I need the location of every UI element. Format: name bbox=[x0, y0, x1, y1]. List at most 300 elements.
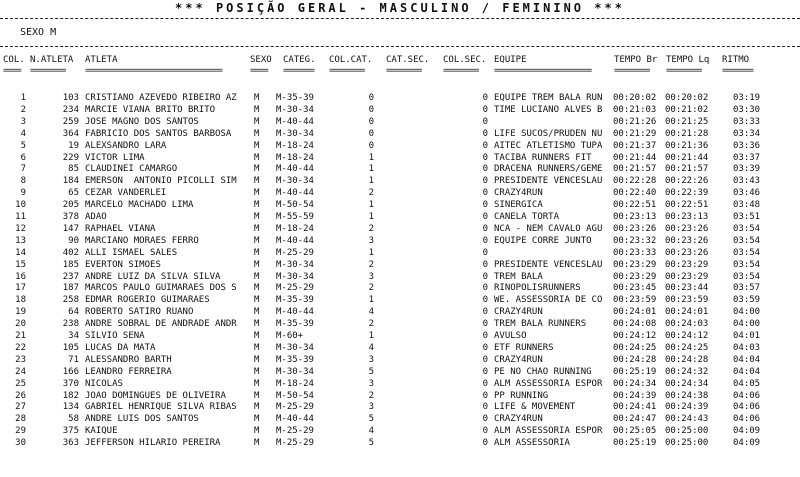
table-row bbox=[0, 224, 800, 235]
gross-time-cell: 00:21:57 bbox=[613, 164, 657, 175]
underline-col-cat: ======== bbox=[329, 66, 365, 76]
category-position-cell: 5 bbox=[368, 438, 374, 449]
header-col: COL. bbox=[3, 55, 25, 65]
category-cell: M-50-54 bbox=[276, 200, 314, 211]
table-row bbox=[0, 248, 800, 259]
pace-cell: 04:00 bbox=[733, 319, 761, 330]
section-position-cell: 0 bbox=[482, 140, 488, 151]
category-position-cell: 1 bbox=[368, 200, 374, 211]
section-position-cell: 0 bbox=[482, 283, 488, 294]
table-row bbox=[0, 295, 800, 306]
team-cell: AITEC ATLETISMO TUPÃ bbox=[494, 140, 603, 151]
sex-cell: M bbox=[254, 378, 260, 389]
pace-cell: 03:54 bbox=[733, 259, 761, 270]
category-cell: M-18-24 bbox=[276, 223, 314, 234]
gross-time-cell: 00:24:08 bbox=[613, 319, 657, 330]
section-position-cell: 0 bbox=[482, 176, 488, 187]
category-position-cell: 5 bbox=[368, 414, 374, 425]
pace-cell: 04:09 bbox=[733, 438, 761, 449]
athlete-name-cell: JEFFERSON HILARIO PEREIRA bbox=[85, 438, 221, 449]
category-cell: M-35-39 bbox=[276, 295, 314, 306]
net-time-cell: 00:24:34 bbox=[665, 378, 709, 389]
athlete-number-cell: 378 bbox=[62, 212, 79, 222]
sex-cell: M bbox=[254, 176, 260, 187]
category-position-cell: 2 bbox=[368, 319, 374, 330]
sex-cell: M bbox=[254, 152, 260, 163]
rank-cell: 27 bbox=[15, 402, 26, 413]
team-cell: TREM BALA RUNNERS bbox=[494, 319, 587, 330]
category-cell: M-40-44 bbox=[276, 116, 314, 127]
net-time-cell: 00:20:02 bbox=[665, 93, 709, 103]
team-cell: CRAZY4RUN bbox=[494, 188, 543, 199]
sex-cell: M bbox=[254, 354, 260, 365]
rank-cell: 25 bbox=[15, 378, 26, 389]
pace-cell: 03:54 bbox=[733, 247, 761, 258]
athlete-name-cell: MARCOS PAULO GUIMARÃES DOS S bbox=[85, 283, 237, 294]
section-position-cell: 0 bbox=[482, 212, 488, 222]
table-row bbox=[0, 379, 800, 390]
net-time-cell: 00:24:39 bbox=[665, 402, 709, 413]
team-cell: RINOPOLISRUNNERS bbox=[494, 283, 581, 294]
net-time-cell: 00:22:26 bbox=[665, 176, 709, 187]
team-cell: NCA - NEM CAVALO AGU bbox=[494, 223, 603, 234]
sex-cell: M bbox=[254, 140, 260, 151]
team-cell: DRACENA RUNNERS/GÊME bbox=[494, 164, 603, 175]
athlete-number-cell: 402 bbox=[62, 247, 79, 258]
group-separator bbox=[0, 46, 800, 47]
underline-col: ==== bbox=[3, 66, 21, 76]
sex-cell: M bbox=[254, 104, 260, 115]
team-cell: PRESIDENTE VENCESLAU bbox=[494, 259, 603, 270]
rank-cell: 24 bbox=[15, 366, 26, 377]
rank-cell: 22 bbox=[15, 342, 26, 353]
pace-cell: 04:05 bbox=[733, 378, 761, 389]
table-row bbox=[0, 355, 800, 366]
sex-cell: M bbox=[254, 402, 260, 413]
category-cell: M-40-44 bbox=[276, 188, 314, 199]
report-title: *** POSIÇÃO GERAL - MASCULINO / FEMININO *** bbox=[175, 1, 625, 15]
gross-time-cell: 00:23:59 bbox=[613, 295, 657, 306]
sex-group-label: SEXO M bbox=[20, 27, 57, 38]
category-cell: M-40-44 bbox=[276, 307, 314, 318]
athlete-name-cell: KAIQUE bbox=[85, 426, 118, 437]
athlete-number-cell: 363 bbox=[62, 438, 79, 449]
top-separator bbox=[0, 18, 800, 19]
sex-cell: M bbox=[254, 342, 260, 353]
rank-cell: 5 bbox=[20, 140, 26, 151]
category-cell: M-35-39 bbox=[276, 354, 314, 365]
pace-cell: 03:39 bbox=[733, 164, 761, 175]
category-cell: M-18-24 bbox=[276, 152, 314, 163]
sex-cell: M bbox=[254, 235, 260, 246]
net-time-cell: 00:21:02 bbox=[665, 104, 709, 115]
athlete-name-cell: CRISTIANO AZEVEDO RIBEIRO AZ bbox=[85, 93, 237, 103]
pace-cell: 03:46 bbox=[733, 188, 761, 199]
gross-time-cell: 00:21:03 bbox=[613, 104, 657, 115]
category-cell: M-40-44 bbox=[276, 164, 314, 175]
category-cell: M-35-39 bbox=[276, 93, 314, 103]
net-time-cell: 00:25:00 bbox=[665, 426, 709, 437]
sex-cell: M bbox=[254, 414, 260, 425]
athlete-name-cell: SILVIO SENA bbox=[85, 331, 145, 341]
team-cell: ALM ASSESSORIA bbox=[494, 438, 570, 449]
athlete-number-cell: 182 bbox=[62, 390, 79, 401]
pace-cell: 04:03 bbox=[733, 342, 761, 353]
gross-time-cell: 00:25:19 bbox=[613, 366, 657, 377]
pace-cell: 04:04 bbox=[733, 366, 761, 377]
pace-cell: 03:19 bbox=[733, 93, 761, 103]
net-time-cell: 00:25:00 bbox=[665, 438, 709, 449]
team-cell: LIFE SUCOS/PRUDEN NU bbox=[494, 128, 603, 139]
rank-cell: 15 bbox=[15, 259, 26, 270]
category-cell: M-55-59 bbox=[276, 212, 314, 222]
gross-time-cell: 00:24:12 bbox=[613, 331, 657, 341]
pace-cell: 04:06 bbox=[733, 390, 761, 401]
gross-time-cell: 00:24:47 bbox=[613, 414, 657, 425]
section-position-cell: 0 bbox=[482, 259, 488, 270]
athlete-name-cell: MARCELO MACHADO LIMA bbox=[85, 200, 194, 211]
table-row bbox=[0, 260, 800, 271]
category-position-cell: 3 bbox=[368, 402, 374, 413]
athlete-number-cell: 147 bbox=[62, 223, 79, 234]
table-row bbox=[0, 93, 800, 104]
net-time-cell: 00:24:25 bbox=[665, 342, 709, 353]
net-time-cell: 00:23:29 bbox=[665, 259, 709, 270]
net-time-cell: 00:24:12 bbox=[665, 331, 709, 341]
table-row bbox=[0, 307, 800, 318]
section-position-cell: 0 bbox=[482, 426, 488, 437]
athlete-name-cell: ROBERTO SATIRO RUANO bbox=[85, 307, 194, 318]
team-cell: EQUIPE TREM BALA RUN bbox=[494, 93, 603, 103]
athlete-number-cell: 103 bbox=[62, 93, 79, 103]
team-cell: CRAZY4RUN bbox=[494, 307, 543, 318]
table-row bbox=[0, 153, 800, 164]
team-cell: TACIBA RUNNERS FIT bbox=[494, 152, 592, 163]
gross-time-cell: 00:24:39 bbox=[613, 390, 657, 401]
net-time-cell: 00:24:01 bbox=[665, 307, 709, 318]
underline-athlete: =============================== bbox=[85, 66, 222, 76]
category-cell: M-25-29 bbox=[276, 402, 314, 413]
section-position-cell: 0 bbox=[482, 223, 488, 234]
pace-cell: 03:36 bbox=[733, 140, 761, 151]
sex-cell: M bbox=[254, 283, 260, 294]
athlete-name-cell: JOÃO DOMINGUES DE OLIVEIRA bbox=[85, 390, 226, 401]
team-cell: LIFE & MOVEMENT bbox=[494, 402, 576, 413]
sex-cell: M bbox=[254, 223, 260, 234]
rank-cell: 12 bbox=[15, 223, 26, 234]
section-position-cell: 0 bbox=[482, 354, 488, 365]
athlete-number-cell: 85 bbox=[68, 164, 79, 175]
pace-cell: 04:09 bbox=[733, 426, 761, 437]
athlete-name-cell: VICTOR LIMA bbox=[85, 152, 145, 163]
rank-cell: 16 bbox=[15, 271, 26, 282]
athlete-name-cell: LEANDRO FERREIRA bbox=[85, 366, 172, 377]
athlete-number-cell: 229 bbox=[62, 152, 79, 163]
category-position-cell: 0 bbox=[368, 104, 374, 115]
table-row bbox=[0, 343, 800, 354]
rank-cell: 14 bbox=[15, 247, 26, 258]
category-position-cell: 3 bbox=[368, 271, 374, 282]
category-position-cell: 0 bbox=[368, 128, 374, 139]
rank-cell: 29 bbox=[15, 426, 26, 437]
category-position-cell: 2 bbox=[368, 390, 374, 401]
category-cell: M-30-34 bbox=[276, 104, 314, 115]
section-position-cell: 0 bbox=[482, 295, 488, 306]
net-time-cell: 00:23:29 bbox=[665, 271, 709, 282]
sex-cell: M bbox=[254, 390, 260, 401]
rank-cell: 20 bbox=[15, 319, 26, 330]
header-category: CATEG. bbox=[283, 55, 316, 65]
sex-cell: M bbox=[254, 200, 260, 211]
gross-time-cell: 00:22:40 bbox=[613, 188, 657, 199]
sex-cell: M bbox=[254, 426, 260, 437]
category-cell: M-25-29 bbox=[276, 438, 314, 449]
team-cell: TREM BALA bbox=[494, 271, 543, 282]
category-position-cell: 3 bbox=[368, 378, 374, 389]
athlete-number-cell: 364 bbox=[62, 128, 79, 139]
net-time-cell: 00:21:25 bbox=[665, 116, 709, 127]
athlete-name-cell: CEZAR VANDERLEI bbox=[85, 188, 167, 199]
net-time-cell: 00:24:03 bbox=[665, 319, 709, 330]
athlete-number-cell: 205 bbox=[62, 200, 79, 211]
gross-time-cell: 00:21:37 bbox=[613, 140, 657, 151]
category-cell: M-30-34 bbox=[276, 271, 314, 282]
team-cell: CRAZY4RUN bbox=[494, 354, 543, 365]
table-row bbox=[0, 164, 800, 175]
athlete-name-cell: JOSE MAGNO DOS SANTOS bbox=[85, 116, 199, 127]
athlete-number-cell: 71 bbox=[68, 354, 79, 365]
gross-time-cell: 00:21:26 bbox=[613, 116, 657, 127]
pace-cell: 03:54 bbox=[733, 235, 761, 246]
header-col-sec: COL.SEC. bbox=[443, 55, 487, 65]
section-position-cell: 0 bbox=[482, 235, 488, 246]
team-cell: TIME LUCIANO ALVES B bbox=[494, 104, 603, 115]
section-position-cell: 0 bbox=[482, 414, 488, 425]
gross-time-cell: 00:21:44 bbox=[613, 152, 657, 163]
team-cell: ALM ASSESSORIA ESPOR bbox=[494, 378, 603, 389]
pace-cell: 03:33 bbox=[733, 116, 761, 127]
header-athlete-number: N.ATLETA bbox=[30, 55, 74, 65]
category-position-cell: 1 bbox=[368, 176, 374, 187]
category-position-cell: 3 bbox=[368, 354, 374, 365]
athlete-number-cell: 184 bbox=[62, 176, 79, 187]
athlete-name-cell: MARCIE VIANA BRITO BRITO bbox=[85, 104, 216, 115]
category-cell: M-35-39 bbox=[276, 319, 314, 330]
gross-time-cell: 00:25:05 bbox=[613, 426, 657, 437]
table-row bbox=[0, 391, 800, 402]
underline-team: ====================== bbox=[494, 66, 592, 76]
category-position-cell: 2 bbox=[368, 283, 374, 294]
sex-cell: M bbox=[254, 259, 260, 270]
sex-cell: M bbox=[254, 331, 260, 341]
pace-cell: 04:04 bbox=[733, 354, 761, 365]
net-time-cell: 00:24:32 bbox=[665, 366, 709, 377]
sex-cell: M bbox=[254, 212, 260, 222]
team-cell: EQUIPE CORRE JUNTO bbox=[494, 235, 592, 246]
section-position-cell: 0 bbox=[482, 104, 488, 115]
category-cell: M-40-44 bbox=[276, 235, 314, 246]
athlete-name-cell: LUCAS DA MATA bbox=[85, 342, 156, 353]
section-position-cell: 0 bbox=[482, 93, 488, 103]
gross-time-cell: 00:25:19 bbox=[613, 438, 657, 449]
athlete-name-cell: ALLI ISMAEL SALES bbox=[85, 247, 178, 258]
section-position-cell: 0 bbox=[482, 378, 488, 389]
table-row bbox=[0, 272, 800, 283]
team-cell: WE. ASSESSORIA DE CO bbox=[494, 295, 603, 306]
section-position-cell: 0 bbox=[482, 116, 488, 127]
athlete-number-cell: 34 bbox=[68, 331, 79, 341]
rank-cell: 2 bbox=[20, 104, 26, 115]
athlete-name-cell: ADÃO bbox=[85, 212, 107, 222]
net-time-cell: 00:23:13 bbox=[665, 212, 709, 222]
category-position-cell: 2 bbox=[368, 259, 374, 270]
table-row bbox=[0, 129, 800, 140]
gross-time-cell: 00:23:26 bbox=[613, 223, 657, 234]
athlete-number-cell: 134 bbox=[62, 402, 79, 413]
table-row bbox=[0, 426, 800, 437]
category-cell: M-25-29 bbox=[276, 283, 314, 294]
net-time-cell: 00:23:26 bbox=[665, 235, 709, 246]
header-sex: SEXO bbox=[250, 55, 272, 65]
category-cell: M-40-44 bbox=[276, 414, 314, 425]
category-position-cell: 3 bbox=[368, 235, 374, 246]
category-position-cell: 1 bbox=[368, 247, 374, 258]
athlete-number-cell: 258 bbox=[62, 295, 79, 306]
table-row bbox=[0, 367, 800, 378]
table-row bbox=[0, 331, 800, 342]
athlete-number-cell: 185 bbox=[62, 259, 79, 270]
category-cell: M-30-34 bbox=[276, 128, 314, 139]
rank-cell: 9 bbox=[20, 188, 26, 199]
pace-cell: 03:30 bbox=[733, 104, 761, 115]
pace-cell: 03:37 bbox=[733, 152, 761, 163]
athlete-name-cell: EDMAR ROGERIO GUIMARAES bbox=[85, 295, 210, 306]
athlete-name-cell: FABRICIO DOS SANTOS BARBOSA bbox=[85, 128, 232, 139]
gross-time-cell: 00:23:45 bbox=[613, 283, 657, 294]
table-row bbox=[0, 200, 800, 211]
rank-cell: 30 bbox=[15, 438, 26, 449]
gross-time-cell: 00:23:29 bbox=[613, 259, 657, 270]
category-position-cell: 1 bbox=[368, 212, 374, 222]
table-row bbox=[0, 236, 800, 247]
pace-cell: 03:57 bbox=[733, 283, 761, 294]
net-time-cell: 00:23:59 bbox=[665, 295, 709, 306]
header-col-cat: COL.CAT. bbox=[329, 55, 373, 65]
section-position-cell: 0 bbox=[482, 307, 488, 318]
underline-time-gross: ======== bbox=[614, 66, 650, 76]
team-cell: ETF RUNNERS bbox=[494, 342, 554, 353]
athlete-number-cell: 64 bbox=[68, 307, 79, 318]
table-row bbox=[0, 283, 800, 294]
athlete-number-cell: 237 bbox=[62, 271, 79, 282]
rank-cell: 19 bbox=[15, 307, 26, 318]
table-row bbox=[0, 438, 800, 449]
section-position-cell: 0 bbox=[482, 438, 488, 449]
category-position-cell: 1 bbox=[368, 152, 374, 163]
sex-cell: M bbox=[254, 438, 260, 449]
gross-time-cell: 00:24:41 bbox=[613, 402, 657, 413]
table-row bbox=[0, 176, 800, 187]
underline-sex: ==== bbox=[250, 66, 268, 76]
athlete-name-cell: NÍCOLAS bbox=[85, 378, 123, 389]
category-cell: M-18-24 bbox=[276, 378, 314, 389]
sex-cell: M bbox=[254, 271, 260, 282]
header-pace: RITMO bbox=[722, 55, 750, 65]
pace-cell: 03:43 bbox=[733, 176, 761, 187]
category-position-cell: 2 bbox=[368, 188, 374, 199]
pace-cell: 04:00 bbox=[733, 307, 761, 318]
athlete-name-cell: CLAUDINEI CAMARGO bbox=[85, 164, 178, 175]
rank-cell: 3 bbox=[20, 116, 26, 127]
category-position-cell: 2 bbox=[368, 223, 374, 234]
rank-cell: 18 bbox=[15, 295, 26, 306]
underline-athlete-number: ======== bbox=[30, 66, 66, 76]
sex-cell: M bbox=[254, 116, 260, 127]
rank-cell: 13 bbox=[15, 235, 26, 246]
gross-time-cell: 00:23:29 bbox=[613, 271, 657, 282]
category-cell: M-30-34 bbox=[276, 176, 314, 187]
team-cell: PÉ NO CHÃO RUNNING bbox=[494, 366, 592, 377]
gross-time-cell: 00:24:01 bbox=[613, 307, 657, 318]
athlete-number-cell: 105 bbox=[62, 342, 79, 353]
category-position-cell: 0 bbox=[368, 93, 374, 103]
gross-time-cell: 00:21:29 bbox=[613, 128, 657, 139]
table-row bbox=[0, 141, 800, 152]
rank-cell: 6 bbox=[20, 152, 26, 163]
athlete-number-cell: 187 bbox=[62, 283, 79, 294]
rank-cell: 26 bbox=[15, 390, 26, 401]
sex-cell: M bbox=[254, 366, 260, 377]
category-position-cell: 1 bbox=[368, 295, 374, 306]
pace-cell: 04:06 bbox=[733, 402, 761, 413]
gross-time-cell: 00:22:51 bbox=[613, 200, 657, 211]
pace-cell: 03:54 bbox=[733, 271, 761, 282]
section-position-cell: 0 bbox=[482, 128, 488, 139]
athlete-number-cell: 234 bbox=[62, 104, 79, 115]
athlete-number-cell: 370 bbox=[62, 378, 79, 389]
athlete-number-cell: 65 bbox=[68, 188, 79, 199]
athlete-number-cell: 259 bbox=[62, 116, 79, 127]
rank-cell: 17 bbox=[15, 283, 26, 294]
sex-cell: M bbox=[254, 188, 260, 199]
athlete-name-cell: ALESSANDRO BARTH bbox=[85, 354, 172, 365]
section-position-cell: 0 bbox=[482, 200, 488, 211]
team-cell: CANELA TORTA bbox=[494, 212, 560, 222]
net-time-cell: 00:21:57 bbox=[665, 164, 709, 175]
header-time-net: TEMPO Lq bbox=[666, 55, 710, 65]
net-time-cell: 00:22:39 bbox=[665, 188, 709, 199]
category-cell: M-25-29 bbox=[276, 426, 314, 437]
athlete-name-cell: GABRIEL HENRIQUE SILVA RIBAS bbox=[85, 402, 237, 413]
section-position-cell: 0 bbox=[482, 164, 488, 175]
athlete-name-cell: ALEXSANDRO LARA bbox=[85, 140, 167, 151]
sex-cell: M bbox=[254, 319, 260, 330]
athlete-name-cell: EVERTON SIMÕES bbox=[85, 259, 161, 270]
sex-cell: M bbox=[254, 164, 260, 175]
rank-cell: 4 bbox=[20, 128, 26, 139]
section-position-cell: 0 bbox=[482, 188, 488, 199]
athlete-number-cell: 19 bbox=[68, 140, 79, 151]
gross-time-cell: 00:24:34 bbox=[613, 378, 657, 389]
category-position-cell: 0 bbox=[368, 140, 374, 151]
section-position-cell: 0 bbox=[482, 271, 488, 282]
pace-cell: 03:54 bbox=[733, 223, 761, 234]
net-time-cell: 00:21:44 bbox=[665, 152, 709, 163]
rank-cell: 1 bbox=[20, 93, 26, 103]
gross-time-cell: 00:20:02 bbox=[613, 93, 657, 103]
category-cell: M-50-54 bbox=[276, 390, 314, 401]
rank-cell: 23 bbox=[15, 354, 26, 365]
